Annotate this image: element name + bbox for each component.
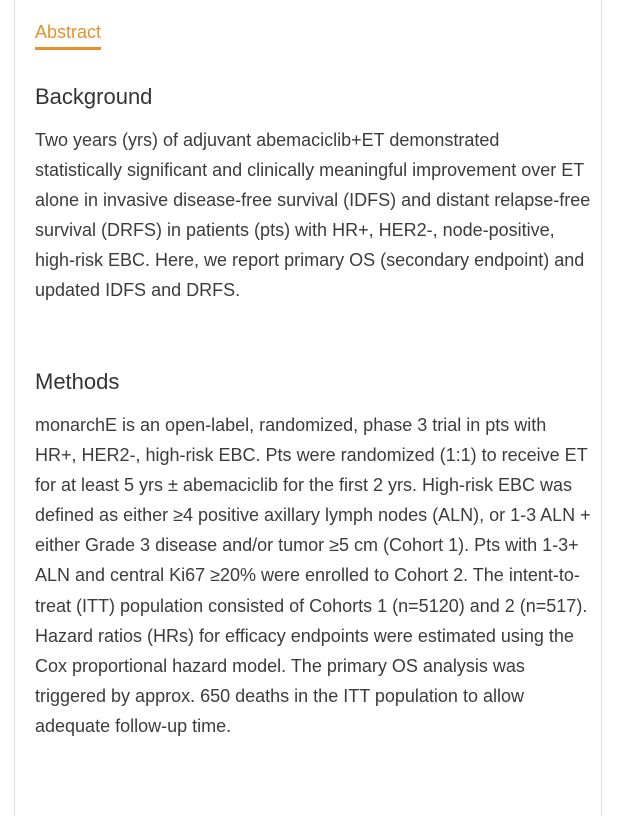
abstract-card bbox=[14, 0, 602, 816]
section-title-background: Background bbox=[35, 84, 153, 109]
section-body-background: Two years (yrs) of adjuvant abemaciclib+ET demonstrated statistically significant and clinically meaningful improvement over ET alone in invasive disease-free survival (IDFS) and distant relapse-free survival (DRFS) in patients (pts) with HR+, HER2-, node-positive, high-risk EBC. Here, we report primary OS (secondary endpoint) and updated IDFS and DRFS. bbox=[35, 130, 591, 301]
tab-abstract[interactable]: Abstract bbox=[35, 22, 101, 50]
section-title-methods: Methods bbox=[35, 369, 120, 394]
section-body-methods: monarchE is an open-label, randomized, phase 3 trial in pts with HR+, HER2-, high-risk EBC. Pts were randomized (1:1) to receive ET for at least 5 yrs ± abemaciclib for the first 2 yrs. High-risk EBC was defined as either ≥4 positive axillary lymph nodes (ALN), or 1-3 ALN + either Grade 3 disease and/or tumor ≥5 cm (Cohort 1). Pts with 1-3+ ALN and central Ki67 ≥20% were enrolled to Cohort 2. The intent-to-treat (ITT) population consisted of Cohorts 1 (n=5120) and 2 (n=517). Hazard ratios (HRs) for efficacy endpoints were estimated using the Cox proportional hazard model. The primary OS analysis was triggered by approx. 650 deaths in the ITT population to allow adequate follow-up time. bbox=[35, 415, 591, 736]
